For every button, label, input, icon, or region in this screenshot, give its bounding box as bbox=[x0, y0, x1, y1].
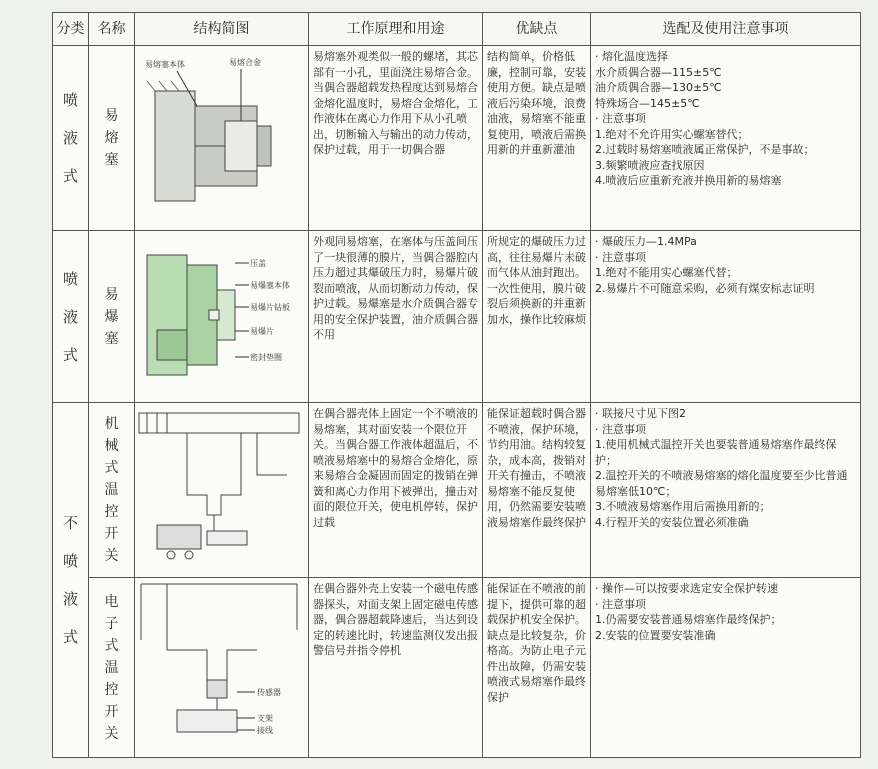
note-line: · 爆破压力—1.4MPa bbox=[595, 235, 697, 248]
category-cell bbox=[53, 403, 89, 758]
note-line: 1.使用机械式温控开关也要装普通易熔塞作最终保护； bbox=[595, 438, 837, 467]
notes-cell bbox=[591, 231, 861, 403]
diagram-cell bbox=[135, 231, 309, 403]
table-row bbox=[53, 403, 861, 578]
diagram-label: 压盖 bbox=[250, 259, 266, 268]
category-label: 喷液式 bbox=[62, 91, 78, 185]
note-line: 3.不喷液易熔塞作用后需换用新的； bbox=[595, 500, 771, 513]
fusible-plug-diagram bbox=[137, 51, 301, 221]
note-line: 1.绝对不能用实心螺塞代替； bbox=[595, 266, 738, 279]
name-label: 机械式温控开关 bbox=[104, 416, 119, 564]
diagram-label: 易熔塞本体 bbox=[145, 59, 185, 69]
note-line: · 操作—可以按要求选定安全保护转速 bbox=[595, 582, 778, 595]
note-line: 2.安装的位置要安装准确 bbox=[595, 628, 716, 642]
table-row bbox=[53, 46, 861, 231]
diagram-label: 支架 bbox=[257, 714, 273, 723]
diagram-label: 易熔合金 bbox=[229, 57, 261, 67]
header-diagram: 结构简图 bbox=[135, 13, 309, 46]
note-line: 2.过载时易熔塞喷液属正常保护，不是事故； bbox=[595, 143, 815, 156]
diagram-label: 易爆片 bbox=[250, 327, 274, 336]
pros-cons-cell: 能保证在不喷液的前提下，提供可靠的超载保护机安全保护。缺点是比较复杂，价格高。为防止电子元件出故障，仍需安装喷液式易熔塞作最终保护 bbox=[483, 578, 591, 758]
pros-cons-cell: 结构简单，价格低廉，控制可靠，安装使用方便。缺点是喷液后污染环境，浪费油液，易熔塞不能重复使用，喷液后需换用新的并重新灌油 bbox=[483, 46, 591, 231]
header-category: 分类 bbox=[53, 13, 89, 46]
table-row bbox=[53, 578, 861, 758]
note-line: 水介质偶合器—115±5℃ bbox=[595, 65, 722, 79]
comparison-table bbox=[52, 12, 861, 758]
note-line: 2.温控开关的不喷液易熔塞的熔化温度要至少比普通易熔塞低10℃； bbox=[595, 469, 848, 498]
header-principle: 工作原理和用途 bbox=[309, 13, 483, 46]
name-label: 电子式温控开关 bbox=[104, 593, 119, 742]
principle-cell: 易熔塞外观类似一般的螺堵，其芯部有一小孔，里面浇注易熔合金。当偶合器超载发热程度达到易熔合金熔化温度时，易熔合金熔化，工作液体在离心力作用下从小孔喷出，切断输入与输出的动力传动，保护过载，用于一切偶合器 bbox=[309, 46, 483, 231]
diagram-label: 易爆片钻板 bbox=[250, 303, 290, 312]
note-line: · 注意事项 bbox=[595, 597, 646, 611]
diagram-cell bbox=[135, 578, 309, 758]
note-line: · 注意事项 bbox=[595, 250, 646, 264]
spec-table-sheet bbox=[52, 12, 860, 757]
category-label: 喷液式 bbox=[62, 269, 78, 364]
diagram-label: 传感器 bbox=[257, 688, 281, 697]
burst-plug-diagram bbox=[137, 235, 301, 393]
header-pros-cons: 优缺点 bbox=[483, 13, 591, 46]
principle-cell: 外观同易熔塞，在塞体与压盖间压了一块很薄的膜片，当偶合器腔内压力超过其爆破压力时，易爆片破裂而喷液，从而切断动力传动，保护过载。易爆塞是水介质偶合器专用的安全保护装置，油介质偶合器不用 bbox=[309, 231, 483, 403]
diagram-label: 接线 bbox=[257, 726, 273, 735]
header-name: 名称 bbox=[89, 13, 135, 46]
note-line: · 联接尺寸见下图2 bbox=[595, 407, 686, 420]
category-cell bbox=[53, 231, 89, 403]
header-row bbox=[53, 13, 861, 46]
principle-cell: 在偶合器壳体上固定一个不喷液的易熔塞，其对面安装一个限位开关。当偶合器工作液体超温后，不喷液易熔塞中的易熔合金熔化，原来易熔合金凝固而固定的拨销在弹簧和离心力作用下被弹出，撞击对面的限位开关，使电机停转，保护过载 bbox=[309, 403, 483, 578]
mechanical-switch-diagram bbox=[137, 405, 301, 570]
category-cell bbox=[53, 46, 89, 231]
notes-cell bbox=[591, 403, 861, 578]
note-line: 特殊场合—145±5℃ bbox=[595, 96, 700, 110]
notes-cell bbox=[591, 46, 861, 231]
note-line: 1.仍需要安装普通易熔塞作最终保护； bbox=[595, 613, 782, 626]
name-cell bbox=[89, 46, 135, 231]
electronic-switch-diagram bbox=[137, 580, 301, 750]
diagram-label: 易爆塞本体 bbox=[250, 281, 290, 290]
name-cell bbox=[89, 578, 135, 758]
diagram-label: 密封垫圈 bbox=[250, 353, 282, 362]
note-line: · 注意事项 bbox=[595, 422, 646, 436]
pros-cons-cell: 能保证超载时偶合器不喷液，保护环境，节约用油。结构较复杂，成本高，拨销对开关有撞击，不喷液易熔塞不能反复使用，仍然需要安装喷液易熔塞作最终保护 bbox=[483, 403, 591, 578]
note-line: 2.易爆片不可随意采购，必须有煤安标志证明 bbox=[595, 281, 815, 295]
notes-cell bbox=[591, 578, 861, 758]
note-line: 1.绝对不允许用实心螺塞替代； bbox=[595, 127, 749, 141]
note-line: · 注意事项 bbox=[595, 112, 646, 125]
name-cell bbox=[89, 403, 135, 578]
table-row bbox=[53, 231, 861, 403]
category-label: 不喷液式 bbox=[62, 514, 78, 646]
name-cell bbox=[89, 231, 135, 403]
pros-cons-cell: 所规定的爆破压力过高，往往易爆片未破而气体从油封跑出。一次性使用，膜片破裂后须换新的并重新加水，操作比较麻烦 bbox=[483, 231, 591, 403]
note-line: · 熔化温度选择 bbox=[595, 50, 668, 63]
note-line: 4.喷液后应重新充液并换用新的易熔塞 bbox=[595, 174, 782, 187]
header-notes: 选配及使用注意事项 bbox=[591, 13, 861, 46]
name-label: 易爆塞 bbox=[104, 286, 119, 347]
principle-cell: 在偶合器外壳上安装一个磁电传感器探头，对面支架上固定磁电传感器，偶合器超载降速后，当达到设定的转速比时，转速监测仪发出报警信号并指令停机 bbox=[309, 578, 483, 758]
name-label: 易熔塞 bbox=[104, 108, 119, 168]
note-line: 4.行程开关的安装位置必须准确 bbox=[595, 515, 749, 529]
diagram-cell bbox=[135, 403, 309, 578]
diagram-cell bbox=[135, 46, 309, 231]
note-line: 3.频繁喷液应查找原因 bbox=[595, 158, 705, 172]
note-line: 油介质偶合器—130±5℃ bbox=[595, 81, 722, 94]
